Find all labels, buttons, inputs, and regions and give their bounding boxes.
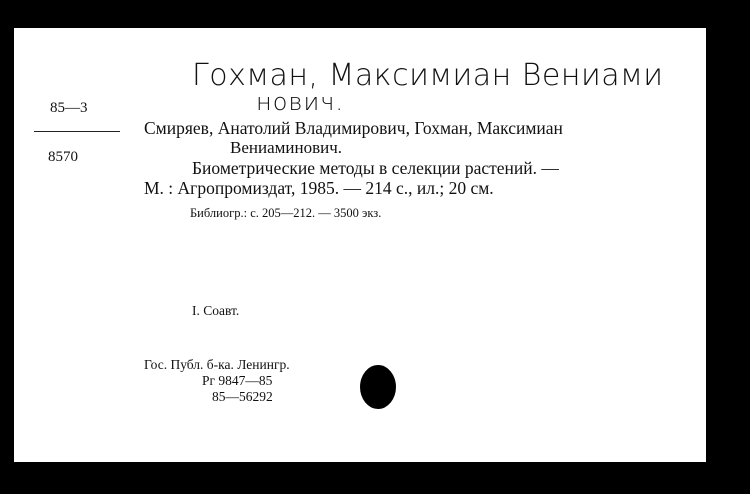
library-line3: 85—56292	[212, 389, 273, 404]
shelfmark-bottom: 8570	[48, 149, 78, 165]
entry-notes-line: Библиогр.: с. 205—212. — 3500 экз.	[190, 206, 382, 220]
shelfmark-top: 85—3	[50, 100, 88, 116]
handwritten-heading-line1: Гохман, Максимиан Вениами	[192, 58, 664, 93]
entry-title-line: Биометрические методы в селекции растений. —	[192, 158, 559, 178]
library-line2: Рг 9847—85	[202, 373, 273, 388]
entry-authors-line1: Смиряев, Анатолий Владимирович, Гохман, Максимиан	[144, 118, 563, 138]
entry-imprint-line: М. : Агропромиздат, 1985. — 214 с., ил.; 20 см.	[144, 178, 494, 198]
shelfmark-divider	[34, 131, 120, 132]
tracing-line: I. Соавт.	[192, 303, 240, 318]
handwritten-heading-line2: нович.	[256, 88, 345, 116]
entry-authors-line2: Вениаминович.	[230, 138, 343, 157]
ink-blot	[360, 365, 396, 409]
catalog-card	[14, 28, 706, 462]
library-line1: Гос. Публ. б-ка. Ленингр.	[144, 357, 290, 372]
